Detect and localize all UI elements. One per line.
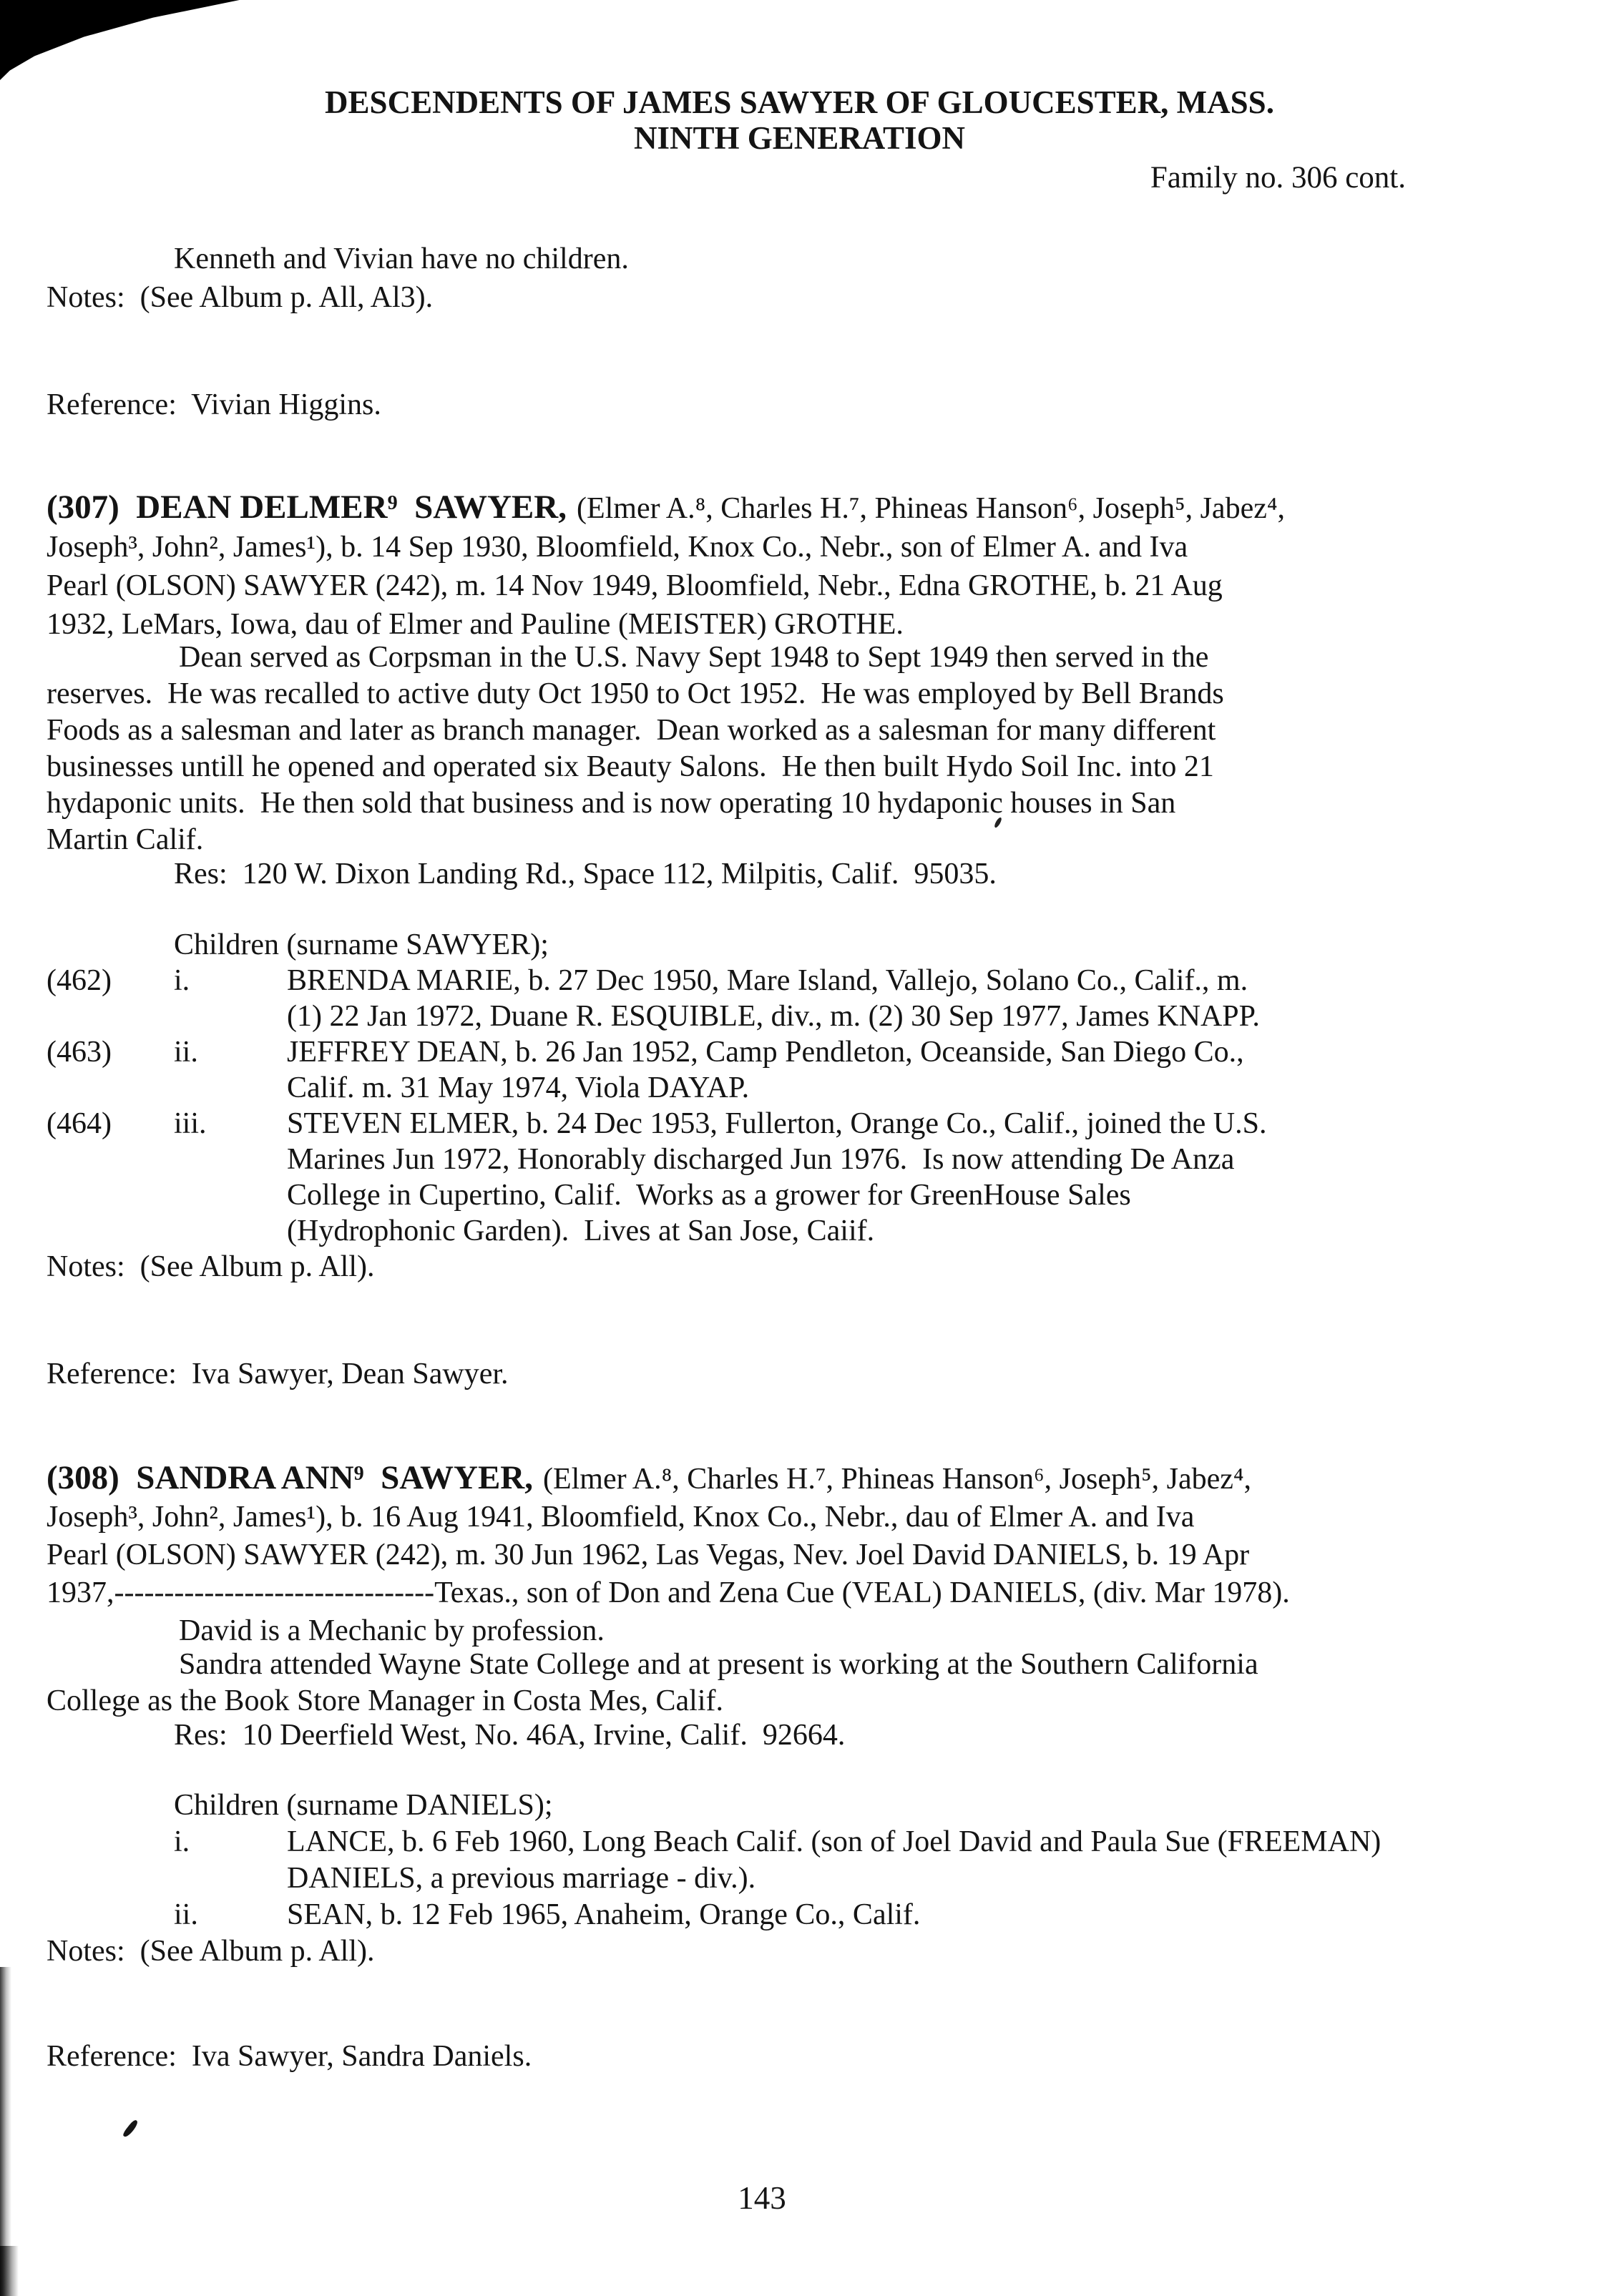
person-entry-307	[47, 488, 1552, 644]
scan-corner-artifact	[0, 0, 247, 80]
family306-reference: Reference: Vivian Higgins.	[47, 388, 381, 421]
person-308-david-line: David is a Mechanic by profession.	[179, 1614, 605, 1647]
child-text	[287, 1824, 1552, 1897]
child-line: LANCE, b. 6 Feb 1960, Long Beach Calif. (son of Joel David and Paula Sue (FREEMAN)	[287, 1825, 1382, 1858]
person-307-para-line: Pearl (OLSON) SAWYER (242), m. 14 Nov 1949, Bloomfield, Nebr., Edna GROTHE, b. 21 Aug	[47, 569, 1223, 602]
children-list-307	[47, 963, 1552, 1249]
person-307-lineage: (Elmer A.⁸, Charles H.⁷, Phineas Hanson⁶, Joseph⁵, Jabez⁴,	[576, 492, 1286, 525]
scan-edge-artifact-bottom	[0, 2246, 19, 2296]
page-number: 143	[738, 2180, 786, 2216]
page-subtitle: NINTH GENERATION	[634, 120, 965, 156]
child-number: (462)	[47, 964, 112, 997]
child-roman-numeral: ii.	[174, 1898, 198, 1931]
person-307-bio-line: hydaponic units. He then sold that business and is now operating 10 hydaponic houses in San	[47, 787, 1176, 820]
person-307-para-line: Joseph³, John², James¹), b. 14 Sep 1930, Bloomfield, Knox Co., Nebr., son of Elmer A. and Iva	[47, 531, 1188, 564]
family306-notes: Notes: (See Album p. All, Al3).	[47, 281, 434, 314]
child-row	[47, 1106, 1552, 1249]
person-308-bio-line: Sandra attended Wayne State College and at present is working at the Southern California	[179, 1648, 1258, 1681]
person-308-bio-line: College as the Book Store Manager in Costa Mes, Calif.	[47, 1684, 724, 1717]
scan-speck	[122, 2119, 139, 2139]
page-title: DESCENDENTS OF JAMES SAWYER OF GLOUCESTER, MASS.	[325, 84, 1274, 120]
person-308-para-line: 1937,--------------------------------Texas., son of Don and Zena Cue (VEAL) DANIELS, (div. Mar 1978).	[47, 1576, 1290, 1609]
family307-reference: Reference: Iva Sawyer, Dean Sawyer.	[47, 1358, 509, 1390]
child-line: JEFFREY DEAN, b. 26 Jan 1952, Camp Pendleton, Oceanside, San Diego Co.,	[287, 1036, 1244, 1069]
person-308-biography	[47, 1647, 1552, 1719]
person-307-headline	[47, 488, 1552, 528]
page-header	[47, 84, 1552, 156]
children-list-308	[47, 1824, 1552, 1933]
child-roman-numeral: i.	[174, 964, 190, 997]
child-line: DANIELS, a previous marriage - div.).	[287, 1862, 756, 1895]
person-308-residence: Res: 10 Deerfield West, No. 46A, Irvine, Calif. 92664.	[174, 1719, 846, 1752]
child-number	[47, 1824, 174, 1897]
person-308-headline	[47, 1459, 1552, 1498]
child-line: (1) 22 Jan 1972, Duane R. ESQUIBLE, div., m. (2) 30 Sep 1977, James KNAPP.	[287, 1000, 1260, 1033]
person-308-lineage: (Elmer A.⁸, Charles H.⁷, Phineas Hanson⁶, Joseph⁵, Jabez⁴,	[543, 1463, 1252, 1496]
child-line: College in Cupertino, Calif. Works as a grower for GreenHouse Sales	[287, 1179, 1131, 1212]
children-heading-307: Children (surname SAWYER);	[174, 928, 549, 961]
child-row	[47, 963, 1552, 1034]
person-307-bio-line: Foods as a salesman and later as branch manager. Dean worked as a salesman for many different	[47, 714, 1216, 747]
person-307-bio-line: reserves. He was recalled to active duty Oct 1950 to Oct 1952. He was employed by Bell Brands	[47, 677, 1224, 710]
children-heading-308: Children (surname DANIELS);	[174, 1789, 553, 1822]
child-row	[47, 1897, 1552, 1933]
child-line: BRENDA MARIE, b. 27 Dec 1950, Mare Island, Vallejo, Solano Co., Calif., m.	[287, 964, 1248, 997]
person-308-name: (308) SANDRA ANN⁹ SAWYER,	[47, 1459, 533, 1496]
child-row	[47, 1824, 1552, 1897]
child-roman-numeral: ii.	[174, 1036, 198, 1069]
person-308-para-line: Joseph³, John², James¹), b. 16 Aug 1941, Bloomfield, Knox Co., Nebr., dau of Elmer A. and Iva	[47, 1501, 1195, 1534]
person-307-biography	[47, 639, 1552, 858]
person-308-para-line: Pearl (OLSON) SAWYER (242), m. 30 Jun 1962, Las Vegas, Nev. Joel David DANIELS, b. 19 Apr	[47, 1539, 1250, 1571]
person-entry-308	[47, 1459, 1552, 1650]
child-line: (Hydrophonic Garden). Lives at San Jose, Caiif.	[287, 1215, 875, 1247]
child-roman-numeral: i.	[174, 1825, 190, 1858]
child-number	[47, 1897, 174, 1933]
child-line: SEAN, b. 12 Feb 1965, Anaheim, Orange Co., Calif.	[287, 1898, 921, 1931]
child-roman-numeral: iii.	[174, 1107, 207, 1140]
person-307-residence: Res: 120 W. Dixon Landing Rd., Space 112, Milpitis, Calif. 95035.	[174, 858, 997, 891]
child-text	[287, 1897, 1552, 1933]
child-line: Calif. m. 31 May 1974, Viola DAYAP.	[287, 1071, 750, 1104]
person-307-para-line: 1932, LeMars, Iowa, dau of Elmer and Pauline (MEISTER) GROTHE.	[47, 608, 904, 641]
family-number-label: Family no. 306 cont.	[1150, 161, 1406, 195]
person-307-bio-line: Dean served as Corpsman in the U.S. Navy Sept 1948 to Sept 1949 then served in the	[179, 641, 1209, 674]
family306-statement: Kenneth and Vivian have no children.	[174, 242, 629, 275]
family308-reference: Reference: Iva Sawyer, Sandra Daniels.	[47, 2040, 532, 2073]
child-text	[287, 1106, 1552, 1249]
person-307-bio-line: businesses untill he opened and operated six Beauty Salons. He then built Hydo Soil Inc. into 21	[47, 750, 1214, 783]
child-line: STEVEN ELMER, b. 24 Dec 1953, Fullerton, Orange Co., Calif., joined the U.S.	[287, 1107, 1267, 1140]
family307-notes: Notes: (See Album p. All).	[47, 1250, 375, 1283]
person-307-bio-line: Martin Calif.	[47, 823, 204, 856]
family308-notes: Notes: (See Album p. All).	[47, 1935, 375, 1968]
child-text	[287, 1034, 1552, 1106]
person-307-name: (307) DEAN DELMER⁹ SAWYER,	[47, 489, 567, 526]
child-line: Marines Jun 1972, Honorably discharged Jun 1976. Is now attending De Anza	[287, 1143, 1235, 1176]
child-row	[47, 1034, 1552, 1106]
child-number: (463)	[47, 1036, 112, 1069]
child-number: (464)	[47, 1107, 112, 1140]
child-text	[287, 963, 1552, 1034]
